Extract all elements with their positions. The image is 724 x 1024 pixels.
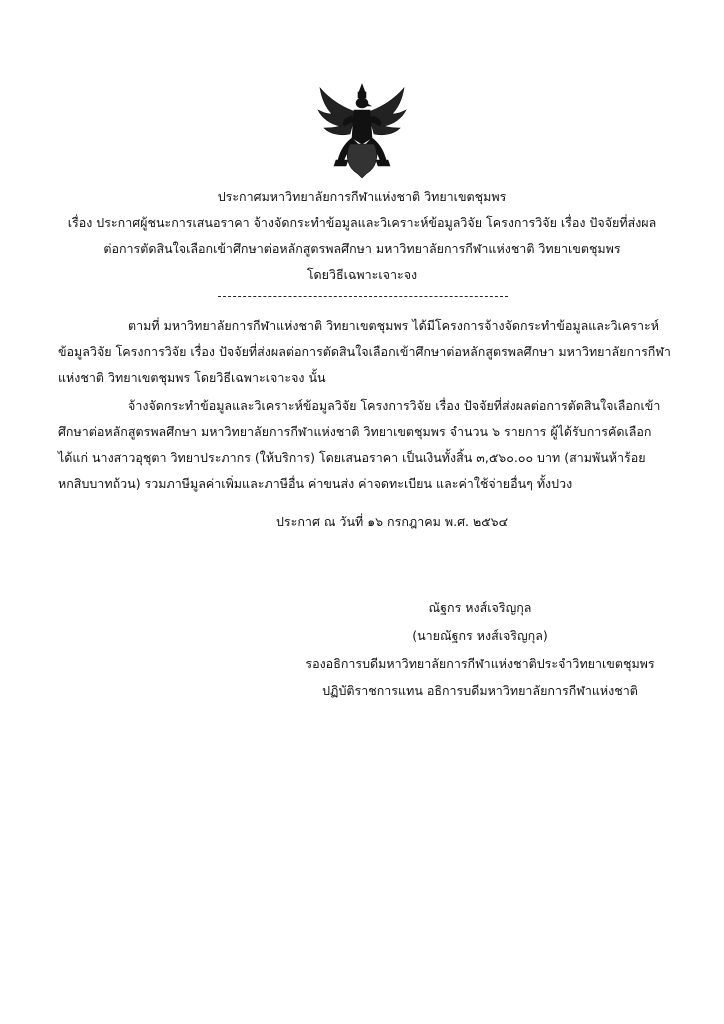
signer-position: รองอธิการบดีมหาวิทยาลัยการกีฬาแห่งชาติประจำวิทยาเขตชุมพร — [305, 656, 655, 671]
subject-line-1: เรื่อง ประกาศผู้ชนะการเสนอราคา จ้างจัดกระทำข้อมูลและวิเคราะห์ข้อมูลวิจัย โครงการวิจัย เรื่อง ปัจจัยที่ส่งผล — [67, 215, 657, 230]
garuda-emblem-icon — [314, 82, 410, 182]
announce-date: ประกาศ ณ วันที่ ๑๖ กรกฎาคม พ.ศ. ๒๕๖๔ — [276, 514, 509, 529]
paragraph-2-line-3: ได้แก่ นางสาวอุชุตา วิทยาประภากร (ให้บริการ) โดยเสนอราคา เป็นเงินทั้งสิ้น ๓,๕๖๐.๐๐ บาท (สามพันห้าร้อย — [58, 450, 646, 465]
subject-line-3: โดยวิธีเฉพาะเจาะจง — [306, 267, 418, 282]
paragraph-1-line-1: ตามที่ มหาวิทยาลัยการกีฬาแห่งชาติ วิทยาเขตชุมพร ได้มีโครงการจ้างจัดกระทำข้อมูลและวิเคราะห์ — [128, 318, 659, 333]
paragraph-2-line-2: ศึกษาต่อหลักสูตรพลศึกษา มหาวิทยาลัยการกีฬาแห่งชาติ วิทยาเขตชุมพร จำนวน ๖ รายการ ผู้ได้รับการคัดเลือก — [58, 424, 652, 439]
paragraph-2-line-1: จ้างจัดกระทำข้อมูลและวิเคราะห์ข้อมูลวิจัย โครงการวิจัย เรื่อง ปัจจัยที่ส่งผลต่อการตัดสินใจเลือกเข้า — [128, 398, 661, 413]
subject-line-2: ต่อการตัดสินใจเลือกเข้าศึกษาต่อหลักสูตรพลศึกษา มหาวิทยาลัยการกีฬาแห่งชาติ วิทยาเขตชุมพร — [103, 241, 621, 256]
paragraph-1-line-3: แห่งชาติ วิทยาเขตชุมพร โดยวิธีเฉพาะเจาะจง นั้น — [58, 370, 326, 385]
signer-name: ณัฐกร หงส์เจริญกุล — [428, 600, 532, 615]
paragraph-2-line-4: หกสิบบาทถ้วน) รวมภาษีมูลค่าเพิ่มและภาษีอื่น ค่าขนส่ง ค่าจดทะเบียน และค่าใช้จ่ายอื่นๆ ทั้งปวง — [58, 476, 573, 491]
signer-acting-position: ปฏิบัติราชการแทน อธิการบดีมหาวิทยาลัยการกีฬาแห่งชาติ — [322, 683, 638, 698]
signer-full-name: (นายณัฐกร หงส์เจริญกุล) — [412, 628, 548, 643]
separator-line — [218, 296, 508, 297]
paragraph-1-line-2: ข้อมูลวิจัย โครงการวิจัย เรื่อง ปัจจัยที่ส่งผลต่อการตัดสินใจเลือกเข้าศึกษาต่อหลักสูตรพลศึกษา มหาวิทยาลัยการกีฬา — [58, 344, 671, 359]
announcement-title: ประกาศมหาวิทยาลัยการกีฬาแห่งชาติ วิทยาเขตชุมพร — [217, 189, 507, 204]
